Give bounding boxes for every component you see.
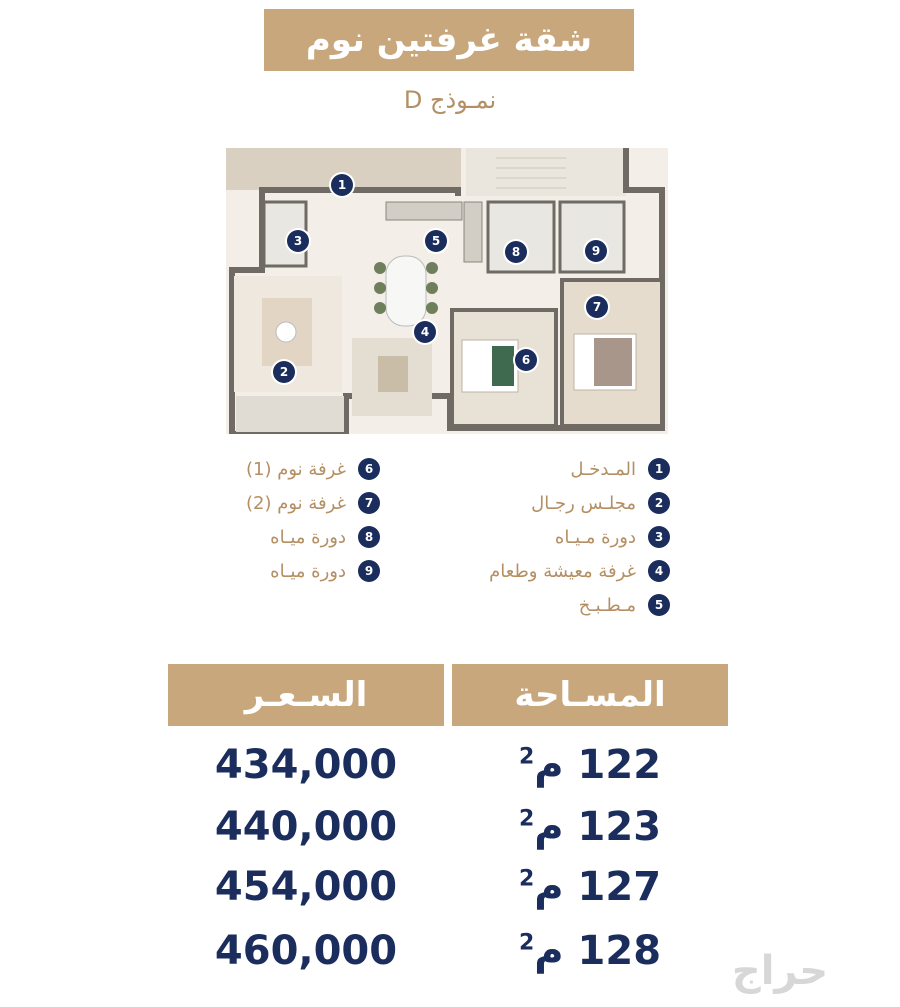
legend-item [200, 520, 380, 554]
plan-marker-9: 9 [585, 240, 607, 262]
area-unit: م [534, 864, 564, 910]
plan-marker-2: 2 [273, 361, 295, 383]
legend-number: 9 [358, 560, 380, 582]
legend-label: مجلـس رجـال [531, 492, 636, 514]
legend-number: 2 [648, 492, 670, 514]
area-number: 123 [577, 804, 662, 850]
legend-number: 7 [358, 492, 380, 514]
plan-marker-8: 8 [505, 241, 527, 263]
area-unit: م [534, 928, 564, 974]
legend-label: غرفة معيشة وطعام [489, 560, 636, 582]
square-superscript: 2 [518, 806, 535, 832]
area-unit: م [534, 742, 564, 788]
legend-number: 6 [358, 458, 380, 480]
price-value: 434,000 [214, 742, 398, 788]
legend-item [420, 486, 670, 520]
price-header: السـعـر [168, 664, 444, 726]
plan-marker-3: 3 [287, 230, 309, 252]
model-subtitle: نمـوذج D [403, 86, 497, 114]
plan-marker-4: 4 [414, 321, 436, 343]
plan-marker-7: 7 [586, 296, 608, 318]
legend-number: 4 [648, 560, 670, 582]
legend-number: 5 [648, 594, 670, 616]
page-title: شقة غرفتين نوم [264, 9, 634, 71]
area-value [452, 804, 728, 862]
floor-plan [226, 148, 668, 434]
legend-number: 8 [358, 526, 380, 548]
area-number: 128 [577, 928, 662, 974]
plan-marker-1: 1 [331, 174, 353, 196]
legend-item [420, 452, 670, 486]
legend-item [200, 452, 380, 486]
legend-label: دورة ميـاه [270, 560, 346, 582]
legend-item [200, 554, 380, 588]
price-value: 440,000 [214, 804, 398, 850]
square-superscript: 2 [518, 866, 535, 892]
area-value [452, 864, 728, 922]
area-number: 122 [577, 742, 662, 788]
legend-label: المـدخـل [570, 458, 636, 480]
square-superscript: 2 [518, 930, 535, 956]
plan-marker-6: 6 [515, 349, 537, 371]
area-number: 127 [577, 864, 662, 910]
legend-label: مـطـبـخ [578, 594, 636, 616]
legend-label: غرفة نوم (1) [245, 458, 346, 480]
area-unit: م [534, 804, 564, 850]
plan-marker-5: 5 [425, 230, 447, 252]
legend-label: دورة مـيـاه [554, 526, 636, 548]
floor-plan-drawing [226, 148, 668, 434]
legend-item [200, 486, 380, 520]
legend-right [420, 452, 670, 622]
legend-item [420, 588, 670, 622]
price-value: 460,000 [214, 928, 398, 974]
square-superscript: 2 [518, 744, 535, 770]
area-value [452, 742, 728, 800]
legend-left [200, 452, 380, 588]
legend-label: غرفة نوم (2) [245, 492, 346, 514]
legend-number: 3 [648, 526, 670, 548]
price-value: 454,000 [214, 864, 398, 910]
legend-item [420, 520, 670, 554]
haraj-watermark: حراج [731, 948, 829, 994]
legend-label: دورة ميـاه [270, 526, 346, 548]
legend-number: 1 [648, 458, 670, 480]
area-header: المسـاحة [452, 664, 728, 726]
legend-item [420, 554, 670, 588]
